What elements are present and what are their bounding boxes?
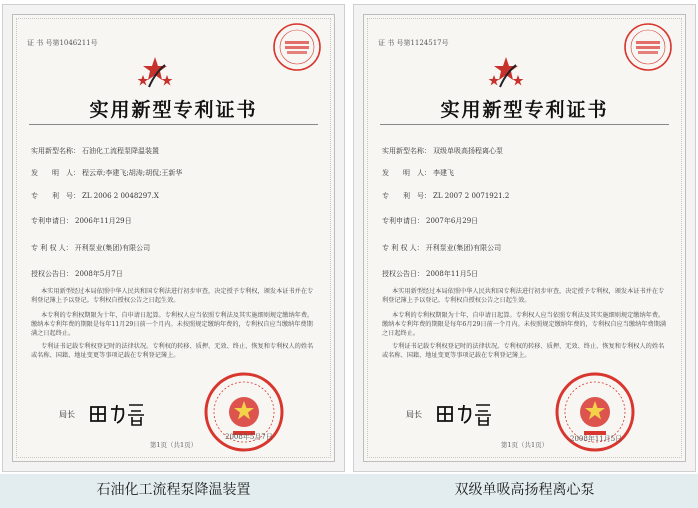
field-value: 2007年6月29日 xyxy=(426,217,479,225)
page-number: 第1页（共1页） xyxy=(500,441,549,449)
field-row xyxy=(31,269,123,279)
field-value: 双级单吸高扬程离心泵 xyxy=(433,147,503,155)
certificate-title: 实用新型专利证书 xyxy=(89,99,258,121)
quality-stamp-icon xyxy=(271,21,323,73)
field-row xyxy=(382,269,478,279)
body-paragraph: 专利证书记载专利权登记时的法律状况。专利权的转移、质押、无效、终止、恢复和专利权人的姓名或名称、国籍、地址变更等事项记载在专利登记簿上。 xyxy=(382,343,665,359)
field-row xyxy=(382,216,478,226)
field-label: 专 利 号： xyxy=(31,192,80,200)
field-value: 2008年11月5日 xyxy=(426,270,479,278)
body-paragraph: 专利证书记载专利权登记时的法律状况。专利权的转移、质押、无效、终止、恢复和专利权人的姓名或名称、国籍、地址变更等事项记载在专利登记簿上。 xyxy=(31,343,314,359)
page-number: 第1页（共1页） xyxy=(149,441,198,449)
body-paragraph: 本专利的专利权期限为十年，自申请日起算。专利权人应当依照专利法及其实施细则规定缴纳年费。缴纳本专利年费的期限是每年6月29日前一个月内。未按照规定缴纳年费的，专利权自应当缴纳年费期满之日起终止。 xyxy=(382,312,667,337)
field-row xyxy=(382,243,501,253)
field-label: 专 利 权 人： xyxy=(31,244,73,252)
field-value: ZL 2007 2 0071921.2 xyxy=(433,192,510,200)
field-label: 专 利 权 人： xyxy=(382,244,424,252)
field-label: 发 明 人： xyxy=(382,169,431,177)
field-row xyxy=(382,168,454,178)
field-value: 2006年11月29日 xyxy=(75,217,132,225)
field-value: 程云章;李建飞;胡涛;胡侃;王新华 xyxy=(82,169,183,177)
field-value: 2008年5月7日 xyxy=(75,270,123,278)
body-paragraph: 本实用新型经过本局依照中华人民共和国专利法进行初步审查，决定授予专利权，颁发本证书并在专利登记簿上予以登记。专利权自授权公告之日起生效。 xyxy=(382,288,665,304)
quality-stamp-icon xyxy=(622,21,674,73)
certificate-right xyxy=(353,4,696,472)
field-value: 开利泵业(集团)有限公司 xyxy=(74,244,151,252)
body-paragraph: 本专利的专利权期限为十年，自申请日起算。专利权人应当依照专利法及其实施细则规定缴纳年费。缴纳本专利年费的期限是每年11月29日前一个月内。未按照规定缴纳年费的，专利权自应当缴纳年费期满之日起终止。 xyxy=(31,312,314,337)
field-row xyxy=(382,146,503,156)
field-value: ZL 2006 2 0048297.X xyxy=(82,192,159,200)
director-label: 局长 xyxy=(406,410,422,419)
certificate-title: 实用新型专利证书 xyxy=(440,99,609,121)
field-row xyxy=(31,146,159,156)
director-signature xyxy=(87,397,147,427)
field-value: 开利泵业(集团)有限公司 xyxy=(425,244,502,252)
certificate-number: 证 书 号第1124517号 xyxy=(378,39,449,47)
field-label: 授权公告日： xyxy=(382,270,424,278)
field-label: 授权公告日： xyxy=(31,270,73,278)
seal-date: 2008年11月5日 xyxy=(570,435,623,443)
title-divider xyxy=(380,124,669,125)
field-value: 石油化工流程泵降温装置 xyxy=(82,147,159,155)
director-signature xyxy=(434,397,494,427)
field-label: 发 明 人： xyxy=(31,169,80,177)
caption-left: 石油化工流程泵降温装置 xyxy=(96,482,251,498)
caption-right: 双级单吸高扬程离心泵 xyxy=(454,482,595,498)
field-row xyxy=(31,216,132,226)
field-label: 专利申请日： xyxy=(382,217,424,225)
field-row xyxy=(31,191,159,201)
field-label: 实用新型名称： xyxy=(31,147,80,155)
director-label: 局长 xyxy=(59,410,75,419)
field-row xyxy=(382,191,509,201)
field-label: 实用新型名称： xyxy=(382,147,431,155)
emblem-stars-icon xyxy=(135,53,175,93)
certificate-left xyxy=(2,4,345,472)
field-row xyxy=(31,243,150,253)
body-paragraph: 本实用新型经过本局依照中华人民共和国专利法进行初步审查，决定授予专利权，颁发本证书并在专利登记簿上予以登记。专利权自授权公告之日起生效。 xyxy=(31,288,314,304)
field-label: 专利申请日： xyxy=(31,217,73,225)
certificate-number: 证 书 号第1046211号 xyxy=(27,39,98,47)
emblem-stars-icon xyxy=(486,53,526,93)
field-value: 李建飞 xyxy=(433,169,454,177)
field-label: 专 利 号： xyxy=(382,192,431,200)
field-row xyxy=(31,168,182,178)
title-divider xyxy=(29,124,318,125)
seal-date: 2008年5月7日 xyxy=(225,433,273,441)
